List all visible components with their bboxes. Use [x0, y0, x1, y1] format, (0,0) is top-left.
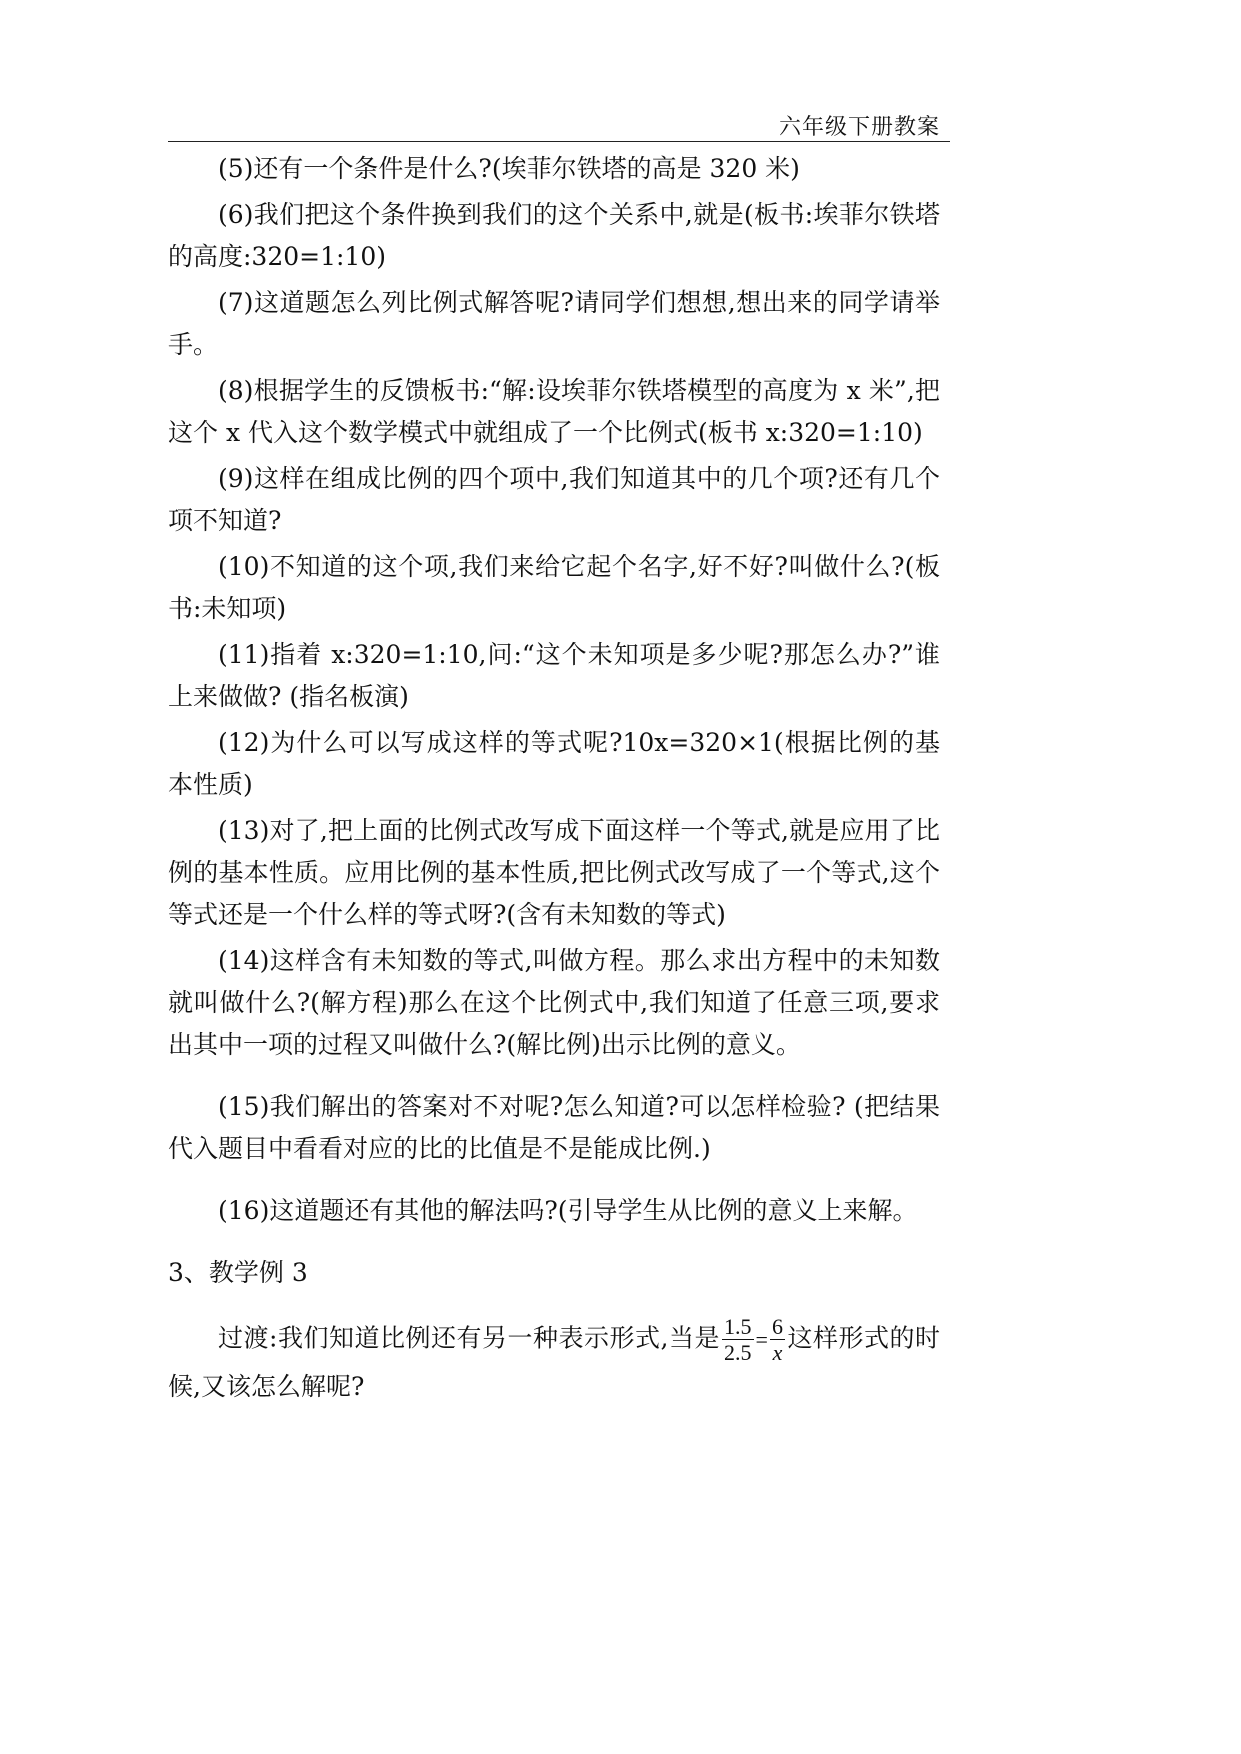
- fraction-1-denominator: 2.5: [724, 1340, 752, 1366]
- fraction-2-numerator: 6: [771, 1314, 783, 1339]
- paragraph-12: (12)为什么可以写成这样的等式呢?10x=320×1(根据比例的基本性质): [168, 728, 940, 799]
- paragraph-16: (16)这道题还有其他的解法吗?(引导学生从比例的意义上来解。: [218, 1196, 918, 1225]
- transition-text-after: 这样形式的时候,又该怎么解呢?: [168, 1323, 940, 1401]
- fraction-2-denominator: x: [772, 1340, 783, 1366]
- transition-text-before: 过渡:我们知道比例还有另一种表示形式,当是: [218, 1323, 721, 1353]
- page-header: [168, 110, 940, 142]
- paragraph-10: (10)不知道的这个项,我们来给它起个名字,好不好?叫做什么?(板书:未知项): [168, 552, 940, 623]
- paragraph-13: (13)对了,把上面的比例式改写成下面这样一个等式,就是应用了比例的基本性质。应用比例的基本性质,把比例式改写成了一个等式,这个等式还是一个什么样的等式呀?(含有未知数的等式): [168, 816, 940, 929]
- fraction-2: [770, 1314, 785, 1366]
- paragraph-6: (6)我们把这个条件换到我们的这个关系中,就是(板书:埃菲尔铁塔的高度:320=1:10): [168, 200, 940, 271]
- paragraph-8: (8)根据学生的反馈板书:“解:设埃菲尔铁塔模型的高度为 x 米”,把这个 x 代入这个数学模式中就组成了一个比例式(板书 x:320=1:10): [168, 376, 940, 447]
- paragraph-11: (11)指着 x:320=1:10,问:“这个未知项是多少呢?那怎么办?”谁上来做做? (指名板演): [168, 640, 940, 711]
- paragraph-14: (14)这样含有未知数的等式,叫做方程。那么求出方程中的未知数就叫做什么?(解方程)那么在这个比例式中,我们知道了任意三项,要求出其中一项的过程又叫做什么?(解比例)出示比例的意义。: [168, 946, 940, 1059]
- equals-sign: =: [755, 1326, 768, 1352]
- paragraph-5: (5)还有一个条件是什么?(埃菲尔铁塔的高是 320 米): [218, 154, 800, 183]
- fraction-1-numerator: 1.5: [724, 1314, 752, 1339]
- header-rule: [168, 141, 950, 142]
- transition-paragraph: [168, 1314, 940, 1408]
- document-body: [168, 148, 940, 1412]
- paragraph-7: (7)这道题怎么列比例式解答呢?请同学们想想,想出来的同学请举手。: [168, 288, 940, 359]
- paragraph-9: (9)这样在组成比例的四个项中,我们知道其中的几个项?还有几个项不知道?: [168, 464, 940, 535]
- paragraph-15: (15)我们解出的答案对不对呢?怎么知道?可以怎样检验? (把结果代入题目中看看对应的比的比值是不是能成比例.): [168, 1092, 940, 1163]
- header-title: 六年级下册教案: [778, 115, 940, 140]
- section-heading: 3、教学例 3: [168, 1258, 308, 1287]
- fraction-1: [722, 1314, 754, 1366]
